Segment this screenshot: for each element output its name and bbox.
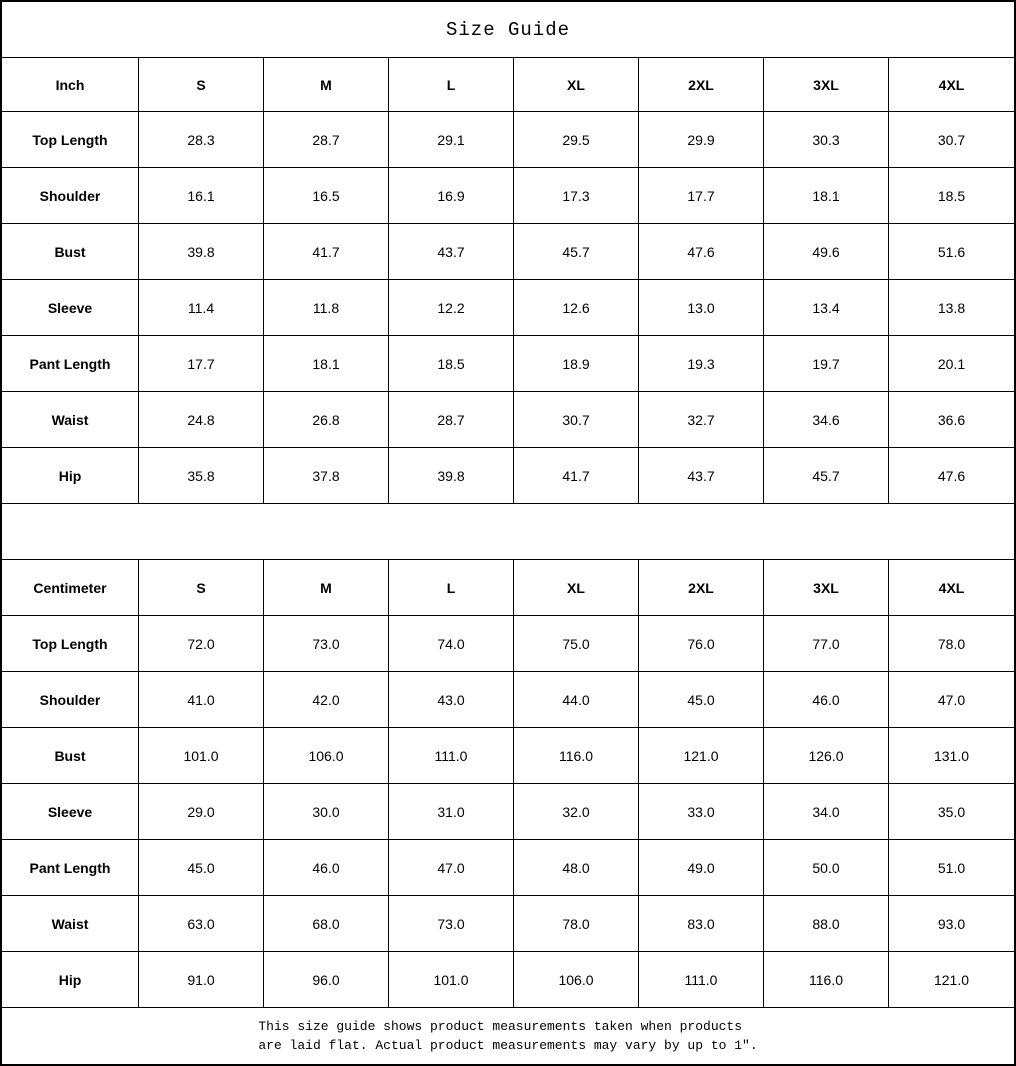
value-cell: 73.0 [389, 896, 514, 951]
value-cell: 17.7 [139, 336, 264, 391]
value-cell: 30.7 [937, 131, 966, 148]
value-cell: 19.7 [764, 336, 889, 391]
footnote-row [2, 1008, 1014, 1064]
value-cell: 28.7 [264, 112, 389, 167]
row-label-cell: Top Length [2, 616, 139, 671]
size-header-cell: L [389, 58, 514, 111]
value-cell: 47.6 [937, 467, 966, 484]
value-cell: 106.0 [514, 952, 639, 1007]
table-gap [2, 504, 1014, 560]
table-row [2, 448, 1014, 504]
value-cell: 30.7 [514, 392, 639, 447]
value-cell: 39.8 [389, 448, 514, 503]
footnote-line-2: are laid flat. Actual product measurements may vary by up to 1″. [258, 1038, 758, 1053]
value-cell: 41.0 [139, 672, 264, 727]
size-header-cell: M [264, 58, 389, 111]
table-row [2, 840, 1014, 896]
value-cell: 11.8 [264, 280, 389, 335]
size-header-cell: 3XL [764, 58, 889, 111]
value-cell: 29.0 [139, 784, 264, 839]
value-cell: 126.0 [764, 728, 889, 783]
row-label-cell: Hip [2, 952, 139, 1007]
value-cell: 46.0 [264, 840, 389, 895]
value-cell: 28.7 [389, 392, 514, 447]
value-cell: 83.0 [639, 896, 764, 951]
value-cell: 45.7 [764, 448, 889, 503]
value-cell: 73.0 [264, 616, 389, 671]
inch-table-header-row [2, 58, 1014, 112]
value-cell: 63.0 [139, 896, 264, 951]
title-row [2, 2, 1014, 58]
size-header-cell: 4XL [938, 579, 965, 596]
value-cell: 13.0 [639, 280, 764, 335]
value-cell: 74.0 [389, 616, 514, 671]
size-header-cell: S [139, 560, 264, 615]
table-row [2, 224, 1014, 280]
value-cell: 39.8 [139, 224, 264, 279]
value-cell: 41.7 [264, 224, 389, 279]
value-cell: 28.3 [139, 112, 264, 167]
value-cell: 13.8 [937, 299, 966, 316]
page-title: Size Guide [445, 18, 571, 41]
size-header-cell: M [264, 560, 389, 615]
row-label-cell: Pant Length [2, 840, 139, 895]
value-cell: 29.9 [639, 112, 764, 167]
value-cell: 32.0 [514, 784, 639, 839]
value-cell: 45.7 [514, 224, 639, 279]
row-label-cell: Shoulder [2, 168, 139, 223]
size-header-cell: L [389, 560, 514, 615]
row-label-cell: Waist [2, 392, 139, 447]
value-cell: 46.0 [764, 672, 889, 727]
inch-unit-header-cell: Inch [2, 58, 139, 111]
value-cell: 19.3 [639, 336, 764, 391]
value-cell: 24.8 [139, 392, 264, 447]
value-cell: 44.0 [514, 672, 639, 727]
value-cell: 17.7 [639, 168, 764, 223]
table-row [2, 168, 1014, 224]
value-cell: 111.0 [389, 728, 514, 783]
value-cell: 101.0 [139, 728, 264, 783]
value-cell: 37.8 [264, 448, 389, 503]
table-row [2, 728, 1014, 784]
value-cell: 30.0 [264, 784, 389, 839]
value-cell: 88.0 [764, 896, 889, 951]
value-cell: 42.0 [264, 672, 389, 727]
table-row [2, 280, 1014, 336]
row-label-cell: Shoulder [2, 672, 139, 727]
size-header-cell: 4XL [938, 76, 965, 93]
row-label-cell: Bust [2, 224, 139, 279]
cm-unit-header-cell: Centimeter [2, 560, 139, 615]
value-cell: 51.0 [937, 859, 966, 876]
value-cell: 12.6 [514, 280, 639, 335]
row-label-cell: Pant Length [2, 336, 139, 391]
value-cell: 48.0 [514, 840, 639, 895]
value-cell: 91.0 [139, 952, 264, 1007]
value-cell: 47.0 [937, 691, 966, 708]
size-header-cell: 2XL [639, 58, 764, 111]
value-cell: 49.0 [639, 840, 764, 895]
value-cell: 18.1 [264, 336, 389, 391]
value-cell: 29.1 [389, 112, 514, 167]
value-cell: 131.0 [933, 747, 970, 764]
value-cell: 50.0 [764, 840, 889, 895]
row-label-cell: Bust [2, 728, 139, 783]
value-cell: 96.0 [264, 952, 389, 1007]
value-cell: 18.5 [937, 187, 966, 204]
value-cell: 116.0 [514, 728, 639, 783]
value-cell: 49.6 [764, 224, 889, 279]
value-cell: 77.0 [764, 616, 889, 671]
value-cell: 41.7 [514, 448, 639, 503]
value-cell: 35.0 [937, 803, 966, 820]
value-cell: 45.0 [639, 672, 764, 727]
value-cell: 43.7 [389, 224, 514, 279]
value-cell: 43.0 [389, 672, 514, 727]
size-header-cell: 2XL [639, 560, 764, 615]
value-cell: 34.0 [764, 784, 889, 839]
table-row [2, 672, 1014, 728]
value-cell: 31.0 [389, 784, 514, 839]
size-header-cell: 3XL [764, 560, 889, 615]
value-cell: 17.3 [514, 168, 639, 223]
value-cell: 101.0 [389, 952, 514, 1007]
value-cell: 121.0 [639, 728, 764, 783]
value-cell: 26.8 [264, 392, 389, 447]
table-row [2, 616, 1014, 672]
table-row [2, 392, 1014, 448]
size-header-cell: S [139, 58, 264, 111]
row-label-cell: Sleeve [2, 280, 139, 335]
value-cell: 30.3 [764, 112, 889, 167]
table-row [2, 336, 1014, 392]
table-row [2, 896, 1014, 952]
table-row [2, 112, 1014, 168]
value-cell: 18.9 [514, 336, 639, 391]
row-label-cell: Sleeve [2, 784, 139, 839]
value-cell: 16.5 [264, 168, 389, 223]
value-cell: 45.0 [139, 840, 264, 895]
value-cell: 13.4 [764, 280, 889, 335]
value-cell: 116.0 [764, 952, 889, 1007]
value-cell: 68.0 [264, 896, 389, 951]
table-row [2, 952, 1014, 1008]
value-cell: 11.4 [139, 280, 264, 335]
value-cell: 43.7 [639, 448, 764, 503]
footnote-line-1: This size guide shows product measurements taken when products [258, 1019, 743, 1034]
size-header-cell: XL [514, 58, 639, 111]
value-cell: 47.0 [389, 840, 514, 895]
value-cell: 29.5 [514, 112, 639, 167]
value-cell: 33.0 [639, 784, 764, 839]
cm-table-body [2, 616, 1014, 1008]
value-cell: 16.9 [389, 168, 514, 223]
value-cell: 106.0 [264, 728, 389, 783]
value-cell: 34.6 [764, 392, 889, 447]
value-cell: 75.0 [514, 616, 639, 671]
row-label-cell: Hip [2, 448, 139, 503]
value-cell: 72.0 [139, 616, 264, 671]
cm-table-header-row [2, 560, 1014, 616]
value-cell: 121.0 [933, 971, 970, 988]
value-cell: 35.8 [139, 448, 264, 503]
value-cell: 78.0 [514, 896, 639, 951]
value-cell: 32.7 [639, 392, 764, 447]
value-cell: 51.6 [937, 243, 966, 260]
table-row [2, 784, 1014, 840]
value-cell: 18.5 [389, 336, 514, 391]
footnote-text [258, 1017, 757, 1055]
value-cell: 76.0 [639, 616, 764, 671]
value-cell: 111.0 [639, 952, 764, 1007]
value-cell: 36.6 [937, 411, 966, 428]
value-cell: 20.1 [937, 355, 966, 372]
value-cell: 47.6 [639, 224, 764, 279]
value-cell: 16.1 [139, 168, 264, 223]
value-cell: 18.1 [764, 168, 889, 223]
row-label-cell: Top Length [2, 112, 139, 167]
value-cell: 78.0 [937, 635, 966, 652]
row-label-cell: Waist [2, 896, 139, 951]
value-cell: 93.0 [937, 915, 966, 932]
value-cell: 12.2 [389, 280, 514, 335]
size-header-cell: XL [514, 560, 639, 615]
inch-table-body [2, 112, 1014, 504]
